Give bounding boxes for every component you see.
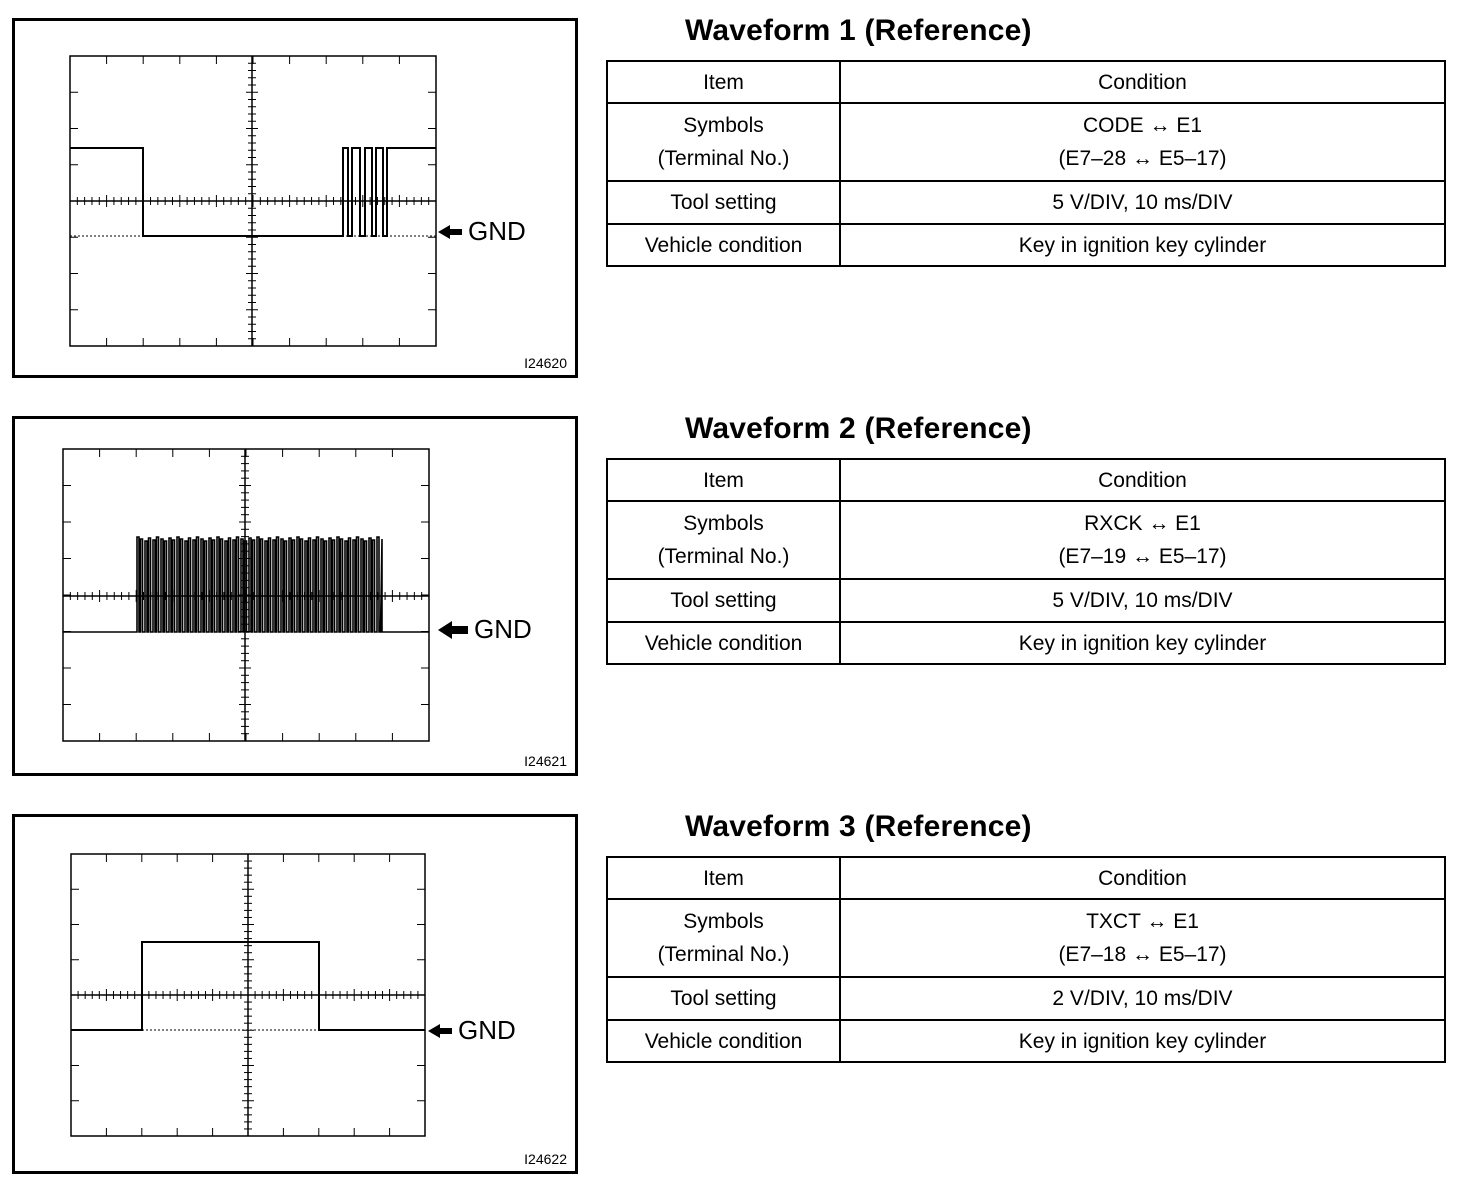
symbols-item-line2: (Terminal No.) (657, 943, 790, 966)
waveform-1-condition-table (606, 60, 1446, 267)
symbols-condition-line2: (E7–28 ↔ E5–17) (1058, 147, 1227, 170)
tool-setting-item: Tool setting (607, 977, 840, 1020)
waveform-3-section (0, 796, 1472, 1186)
waveform-2-scope-frame (12, 416, 578, 776)
waveform-2-signal-trace (63, 537, 429, 632)
waveform-3-figure-id: I24622 (524, 1151, 567, 1167)
waveform-3-gnd-marker (428, 1015, 516, 1046)
header-item: Item (607, 857, 840, 899)
symbols-condition-cell (840, 501, 1445, 579)
symbols-item-cell (607, 103, 840, 181)
waveform-3-scope-graph (15, 817, 575, 1171)
symbols-item-line1: Symbols (683, 512, 764, 535)
header-item: Item (607, 459, 840, 501)
waveform-2-section (0, 398, 1472, 788)
table-row (607, 579, 1445, 622)
table-row (607, 224, 1445, 266)
scope-graticule (71, 854, 425, 1136)
waveform-3-condition-table (606, 856, 1446, 1063)
waveform-1-title: Waveform 1 (Reference) (685, 14, 1032, 47)
symbols-item-cell (607, 501, 840, 579)
tool-setting-item: Tool setting (607, 579, 840, 622)
vehicle-condition-value: Key in ignition key cylinder (840, 1020, 1445, 1062)
arrow-left-icon (428, 1024, 452, 1038)
waveform-2-condition-table (606, 458, 1446, 665)
table-row (607, 1020, 1445, 1062)
waveform-3-title: Waveform 3 (Reference) (685, 810, 1032, 843)
symbols-condition-cell (840, 899, 1445, 977)
scope-graticule (70, 56, 436, 346)
table-row (607, 61, 1445, 103)
table-row (607, 459, 1445, 501)
symbols-item-line1: Symbols (683, 910, 764, 933)
symbols-condition-line2: (E7–18 ↔ E5–17) (1058, 943, 1227, 966)
symbols-item-line2: (Terminal No.) (657, 147, 790, 170)
symbols-item-line1: Symbols (683, 114, 764, 137)
waveform-1-gnd-marker (438, 216, 526, 247)
tool-setting-condition: 5 V/DIV, 10 ms/DIV (840, 579, 1445, 622)
waveform-2-gnd-marker (438, 614, 532, 645)
table-row (607, 181, 1445, 224)
tool-setting-condition: 5 V/DIV, 10 ms/DIV (840, 181, 1445, 224)
symbols-condition-line1: TXCT ↔ E1 (1086, 910, 1199, 933)
vehicle-condition-item: Vehicle condition (607, 1020, 840, 1062)
symbols-condition-line2: (E7–19 ↔ E5–17) (1058, 545, 1227, 568)
header-condition: Condition (840, 459, 1445, 501)
vehicle-condition-value: Key in ignition key cylinder (840, 622, 1445, 664)
waveform-2-title: Waveform 2 (Reference) (685, 412, 1032, 445)
symbols-condition-line1: CODE ↔ E1 (1082, 114, 1203, 137)
waveform-3-gnd-label: GND (458, 1015, 516, 1045)
arrow-left-icon (438, 621, 468, 639)
waveform-3-scope-frame (12, 814, 578, 1174)
arrow-left-icon (438, 225, 462, 239)
waveform-1-gnd-label: GND (468, 216, 526, 246)
table-row (607, 501, 1445, 579)
header-item: Item (607, 61, 840, 103)
table-row (607, 977, 1445, 1020)
table-row (607, 899, 1445, 977)
waveform-2-scope-graph (15, 419, 575, 773)
symbols-item-cell (607, 899, 840, 977)
table-row (607, 622, 1445, 664)
header-condition: Condition (840, 61, 1445, 103)
tool-setting-condition: 2 V/DIV, 10 ms/DIV (840, 977, 1445, 1020)
waveform-1-section (0, 0, 1472, 390)
table-row (607, 103, 1445, 181)
symbols-condition-line1: RXCK ↔ E1 (1084, 512, 1201, 535)
tool-setting-item: Tool setting (607, 181, 840, 224)
vehicle-condition-item: Vehicle condition (607, 224, 840, 266)
vehicle-condition-item: Vehicle condition (607, 622, 840, 664)
waveform-2-gnd-label: GND (474, 614, 532, 644)
waveform-1-scope-frame (12, 18, 578, 378)
symbols-condition-cell (840, 103, 1445, 181)
waveform-1-figure-id: I24620 (524, 355, 567, 371)
waveform-1-scope-graph (15, 21, 575, 375)
vehicle-condition-value: Key in ignition key cylinder (840, 224, 1445, 266)
header-condition: Condition (840, 857, 1445, 899)
symbols-item-line2: (Terminal No.) (657, 545, 790, 568)
waveform-2-figure-id: I24621 (524, 753, 567, 769)
table-row (607, 857, 1445, 899)
